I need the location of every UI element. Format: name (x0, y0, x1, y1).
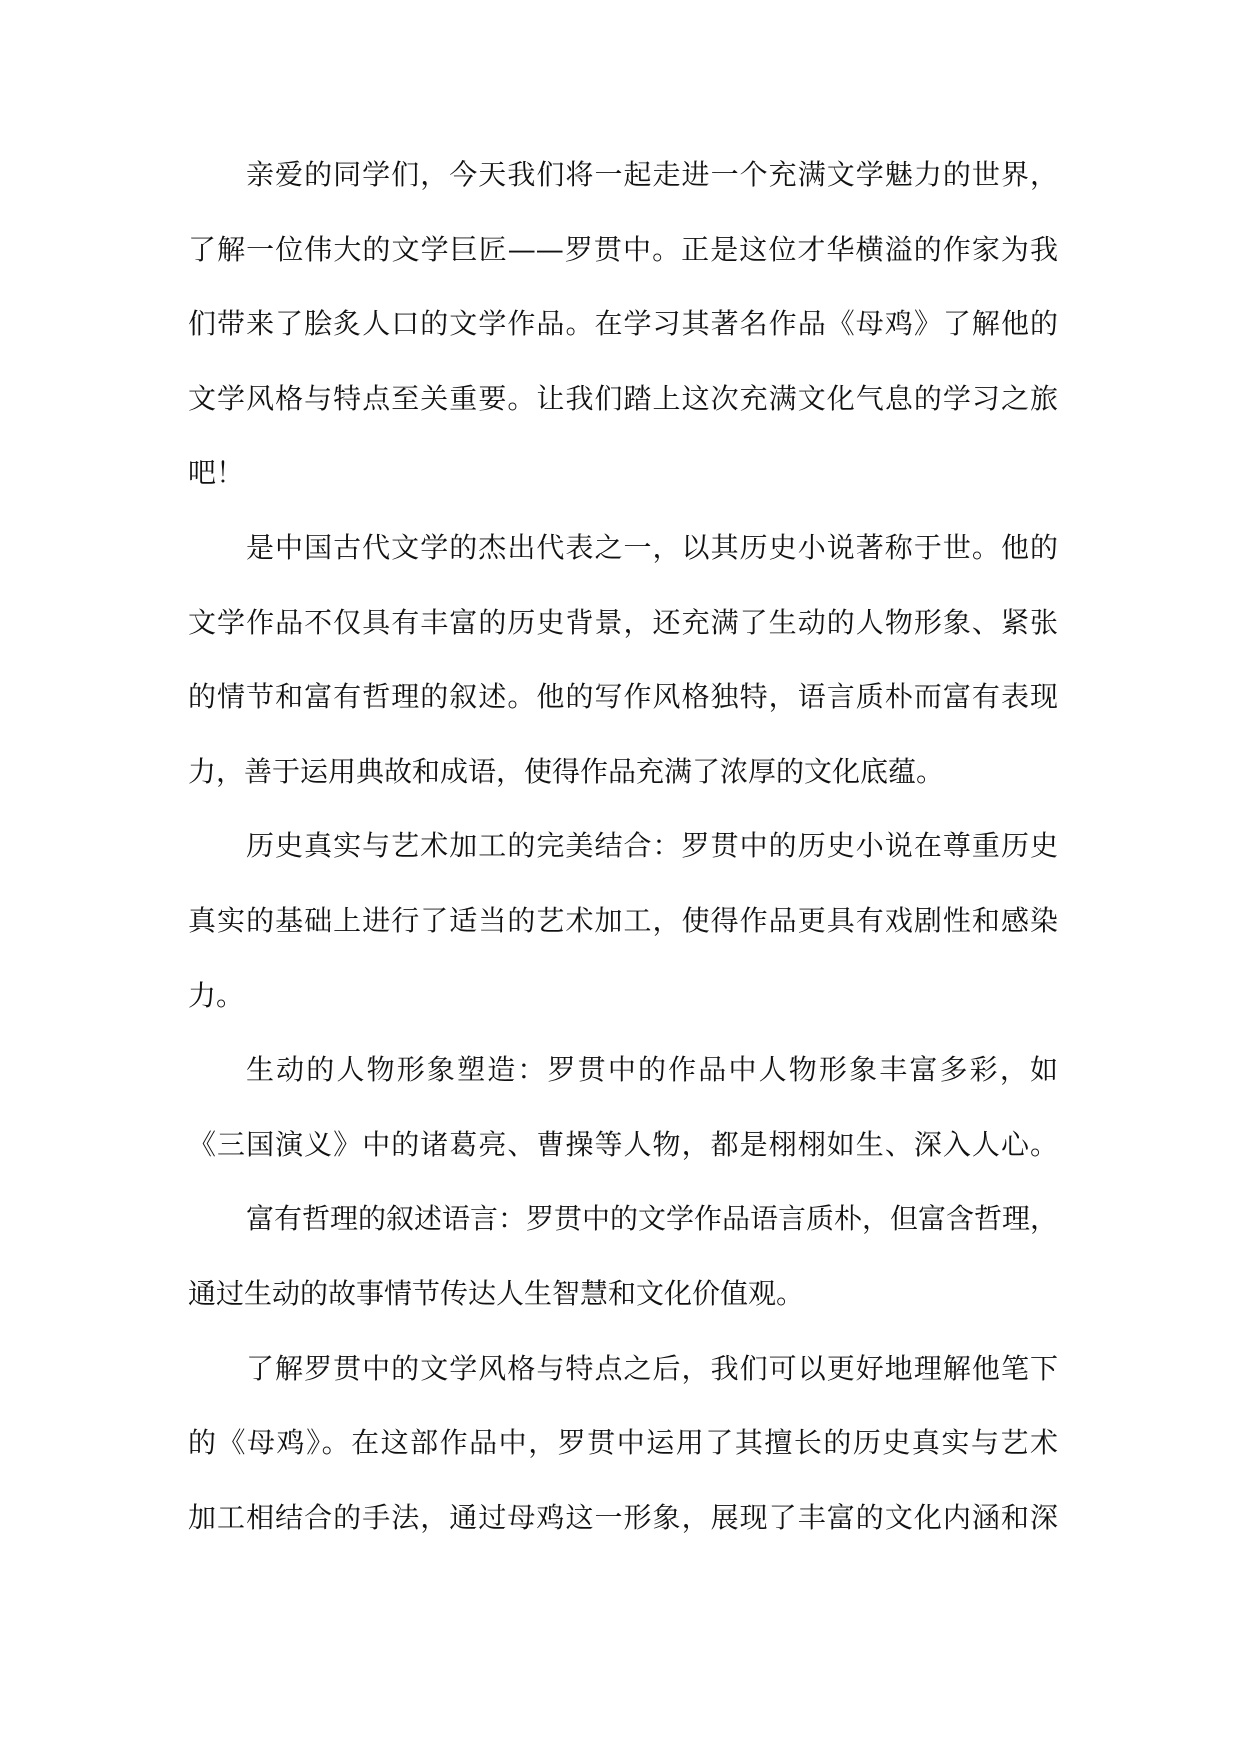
text-line: 通过生动的故事情节传达人生智慧和文化价值观。 (188, 1276, 805, 1310)
text-line: 吧！ (188, 456, 245, 490)
text-line: 文学风格与特点至关重要。让我们踏上这次充满文化气息的学习之旅 (188, 381, 1058, 415)
text-line: 加工相结合的手法，通过母鸡这一形象，展现了丰富的文化内涵和深 (188, 1500, 1058, 1534)
text-line: 了解罗贯中的文学风格与特点之后，我们可以更好地理解他笔下 (246, 1351, 1058, 1385)
text-line: 亲爱的同学们，今天我们将一起走进一个充满文学魅力的世界， (246, 158, 1058, 191)
text-line: 《三国演义》中的诸葛亮、曹操等人物，都是栩栩如生、深入人心。 (188, 1127, 1058, 1161)
text-line: 生动的人物形象塑造：罗贯中的作品中人物形象丰富多彩，如 (246, 1053, 1058, 1087)
text-line: 的情节和富有哲理的叙述。他的写作风格独特，语言质朴而富有表现 (188, 680, 1058, 714)
text-line: 文学作品不仅具有丰富的历史背景，还充满了生动的人物形象、紧张 (188, 605, 1058, 639)
text-line: 富有哲理的叙述语言：罗贯中的文学作品语言质朴，但富含哲理， (246, 1202, 1059, 1236)
text-line: 是中国古代文学的杰出代表之一，以其历史小说著称于世。他的 (246, 530, 1058, 564)
text-line: 历史真实与艺术加工的完美结合：罗贯中的历史小说在尊重历史 (246, 829, 1058, 863)
text-line: 力，善于运用典故和成语，使得作品充满了浓厚的文化底蕴。 (188, 754, 945, 788)
text-line: 们带来了脍炙人口的文学作品。在学习其著名作品《母鸡》了解他的 (188, 307, 1058, 341)
text-line: 的《母鸡》。在这部作品中，罗贯中运用了其擅长的历史真实与艺术 (188, 1426, 1058, 1460)
text-line: 力。 (188, 978, 245, 1012)
body-text (188, 138, 1058, 1555)
text-line: 了解一位伟大的文学巨匠——罗贯中。正是这位才华横溢的作家为我 (188, 232, 1058, 266)
text-line: 真实的基础上进行了适当的艺术加工，使得作品更具有戏剧性和感染 (188, 903, 1058, 937)
